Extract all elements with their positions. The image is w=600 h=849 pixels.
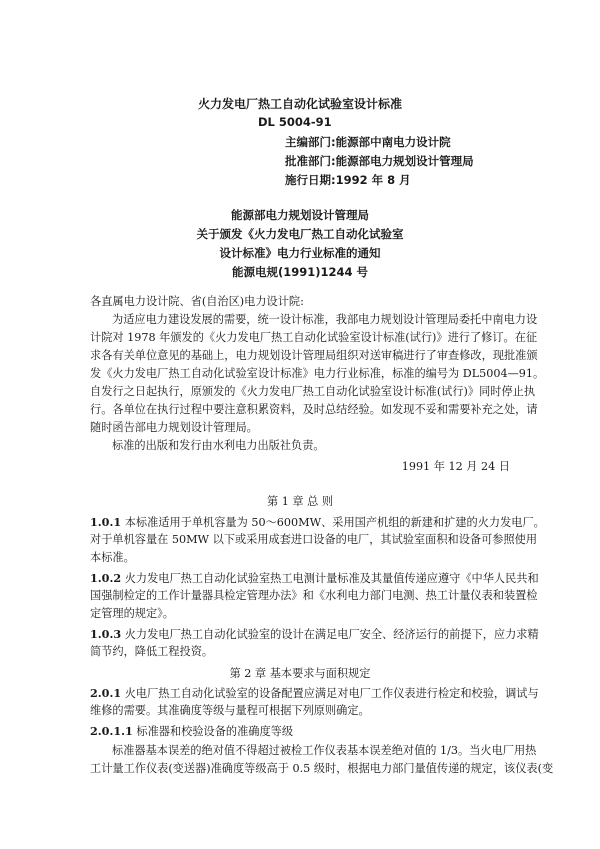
letter-p1-line: 行。各单位在执行过程中要注意积累资料，及时总结经验。如发现不妥和需要补充之处，请 — [90, 403, 538, 416]
clause-line: 标准器基本误差的绝对值不得超过被检工作仪表基本误差绝对值的 1/3。当火电厂用热 — [112, 744, 537, 757]
clause-line: 国强制检定的工作计量器具检定管理办法》和《水利电力部门电测、热工计量仪表和装置检 — [90, 589, 538, 602]
clause-line: 本标准。 — [90, 551, 135, 564]
clause-1-0-3 — [90, 625, 539, 644]
notice-title-line1: 关于颁发《火力发电厂热工自动化试验室 — [196, 227, 404, 241]
notice-number: 能源电规(1991)1244 号 — [231, 265, 369, 279]
clause-line: 定管理的规定》。 — [90, 607, 174, 620]
letter-date: 1991 年 12 月 24 日 — [401, 460, 510, 473]
clause-text: 火电厂热工自动化试验室的设备配置应满足对电厂工作仪表进行检定和校验，调试与 — [121, 687, 539, 700]
clause-1-0-2 — [90, 569, 539, 588]
clause-line: 简节约，降低工程投资。 — [90, 645, 214, 658]
clause-line: 维修的需要。其准确度等级与量程可根据下列原则确定。 — [90, 704, 370, 717]
chapter-2-heading: 第 2 章 基本要求与面积规定 — [229, 667, 371, 680]
letter-p1-line: 随时函告部电力规划设计管理局。 — [90, 421, 258, 434]
clause-number: 1.0.3 — [90, 627, 122, 641]
clause-number: 1.0.1 — [90, 515, 122, 529]
letter-p1-line: 计院对 1978 年颁发的《火力发电厂热工自动化试验室设计标准(试行)》进行了修订。在征 — [90, 331, 538, 344]
clause-number: 2.0.1.1 — [90, 724, 133, 738]
letter-addressee: 各直属电力设计院、省(自治区)电力设计院: — [90, 295, 304, 308]
approver-dept: 批准部门:能源部电力规划设计管理局 — [285, 154, 474, 168]
clause-text: 火力发电厂热工自动化试验室的设计在满足电厂安全、经济运行的前提下，应力求精 — [121, 628, 539, 641]
editor-dept: 主编部门:能源部中南电力设计院 — [285, 135, 451, 149]
clause-1-0-1 — [90, 513, 545, 532]
clause-2-0-1-1 — [90, 722, 510, 741]
letter-p1-line: 自发行之日起执行，原颁发的《火力发电厂热工自动化试验室设计标准(试行)》同时停止执 — [90, 385, 536, 398]
clause-number: 1.0.2 — [90, 571, 122, 585]
letter-p2: 标准的出版和发行由水利电力出版社负责。 — [112, 439, 325, 452]
clause-text: 火力发电厂热工自动化试验室热工电测计量标准及其量值传递应遵守《中华人民共和 — [121, 572, 539, 585]
clause-text: 本标准适用于单机容量为 50～600MW、采用国产机组的新建和扩建的火力发电厂。 — [121, 516, 545, 529]
clause-line: 工计量工作仪表(变送器)准确度等级高于 0.5 级时，根据电力部门量值传递的规定，该仪表(变 — [90, 762, 554, 775]
clause-2-0-1 — [90, 684, 539, 703]
letter-p1-line: 发《火力发电厂热工自动化试验室设计标准》电力行业标准，标准的编号为 DL5004—91。 — [90, 367, 545, 380]
notice-issuer: 能源部电力规划设计管理局 — [231, 208, 369, 222]
chapter-1-heading: 第 1 章 总 则 — [266, 495, 334, 508]
clause-text: 标准器和校验设备的准确度等级 — [132, 725, 294, 738]
document-title: 火力发电厂热工自动化试验室设计标准 — [197, 97, 402, 111]
clause-line: 对于单机容量在 50MW 以下或采用成套进口设备的电厂，其试验室面积和设备可参照使用 — [90, 533, 538, 546]
letter-p1-line: 求各有关单位意见的基础上，电力规划设计管理局组织对送审稿进行了审查修改，现批准颁 — [90, 349, 538, 362]
clause-number: 2.0.1 — [90, 686, 122, 700]
notice-title-line2: 设计标准》电力行业标准的通知 — [219, 246, 381, 260]
letter-p1-line: 为适应电力建设发展的需要，统一设计标准，我部电力规划设计管理局委托中南电力设 — [112, 313, 538, 326]
standard-code: DL 5004-91 — [258, 115, 332, 129]
effective-date: 施行日期:1992 年 8 月 — [285, 173, 411, 187]
